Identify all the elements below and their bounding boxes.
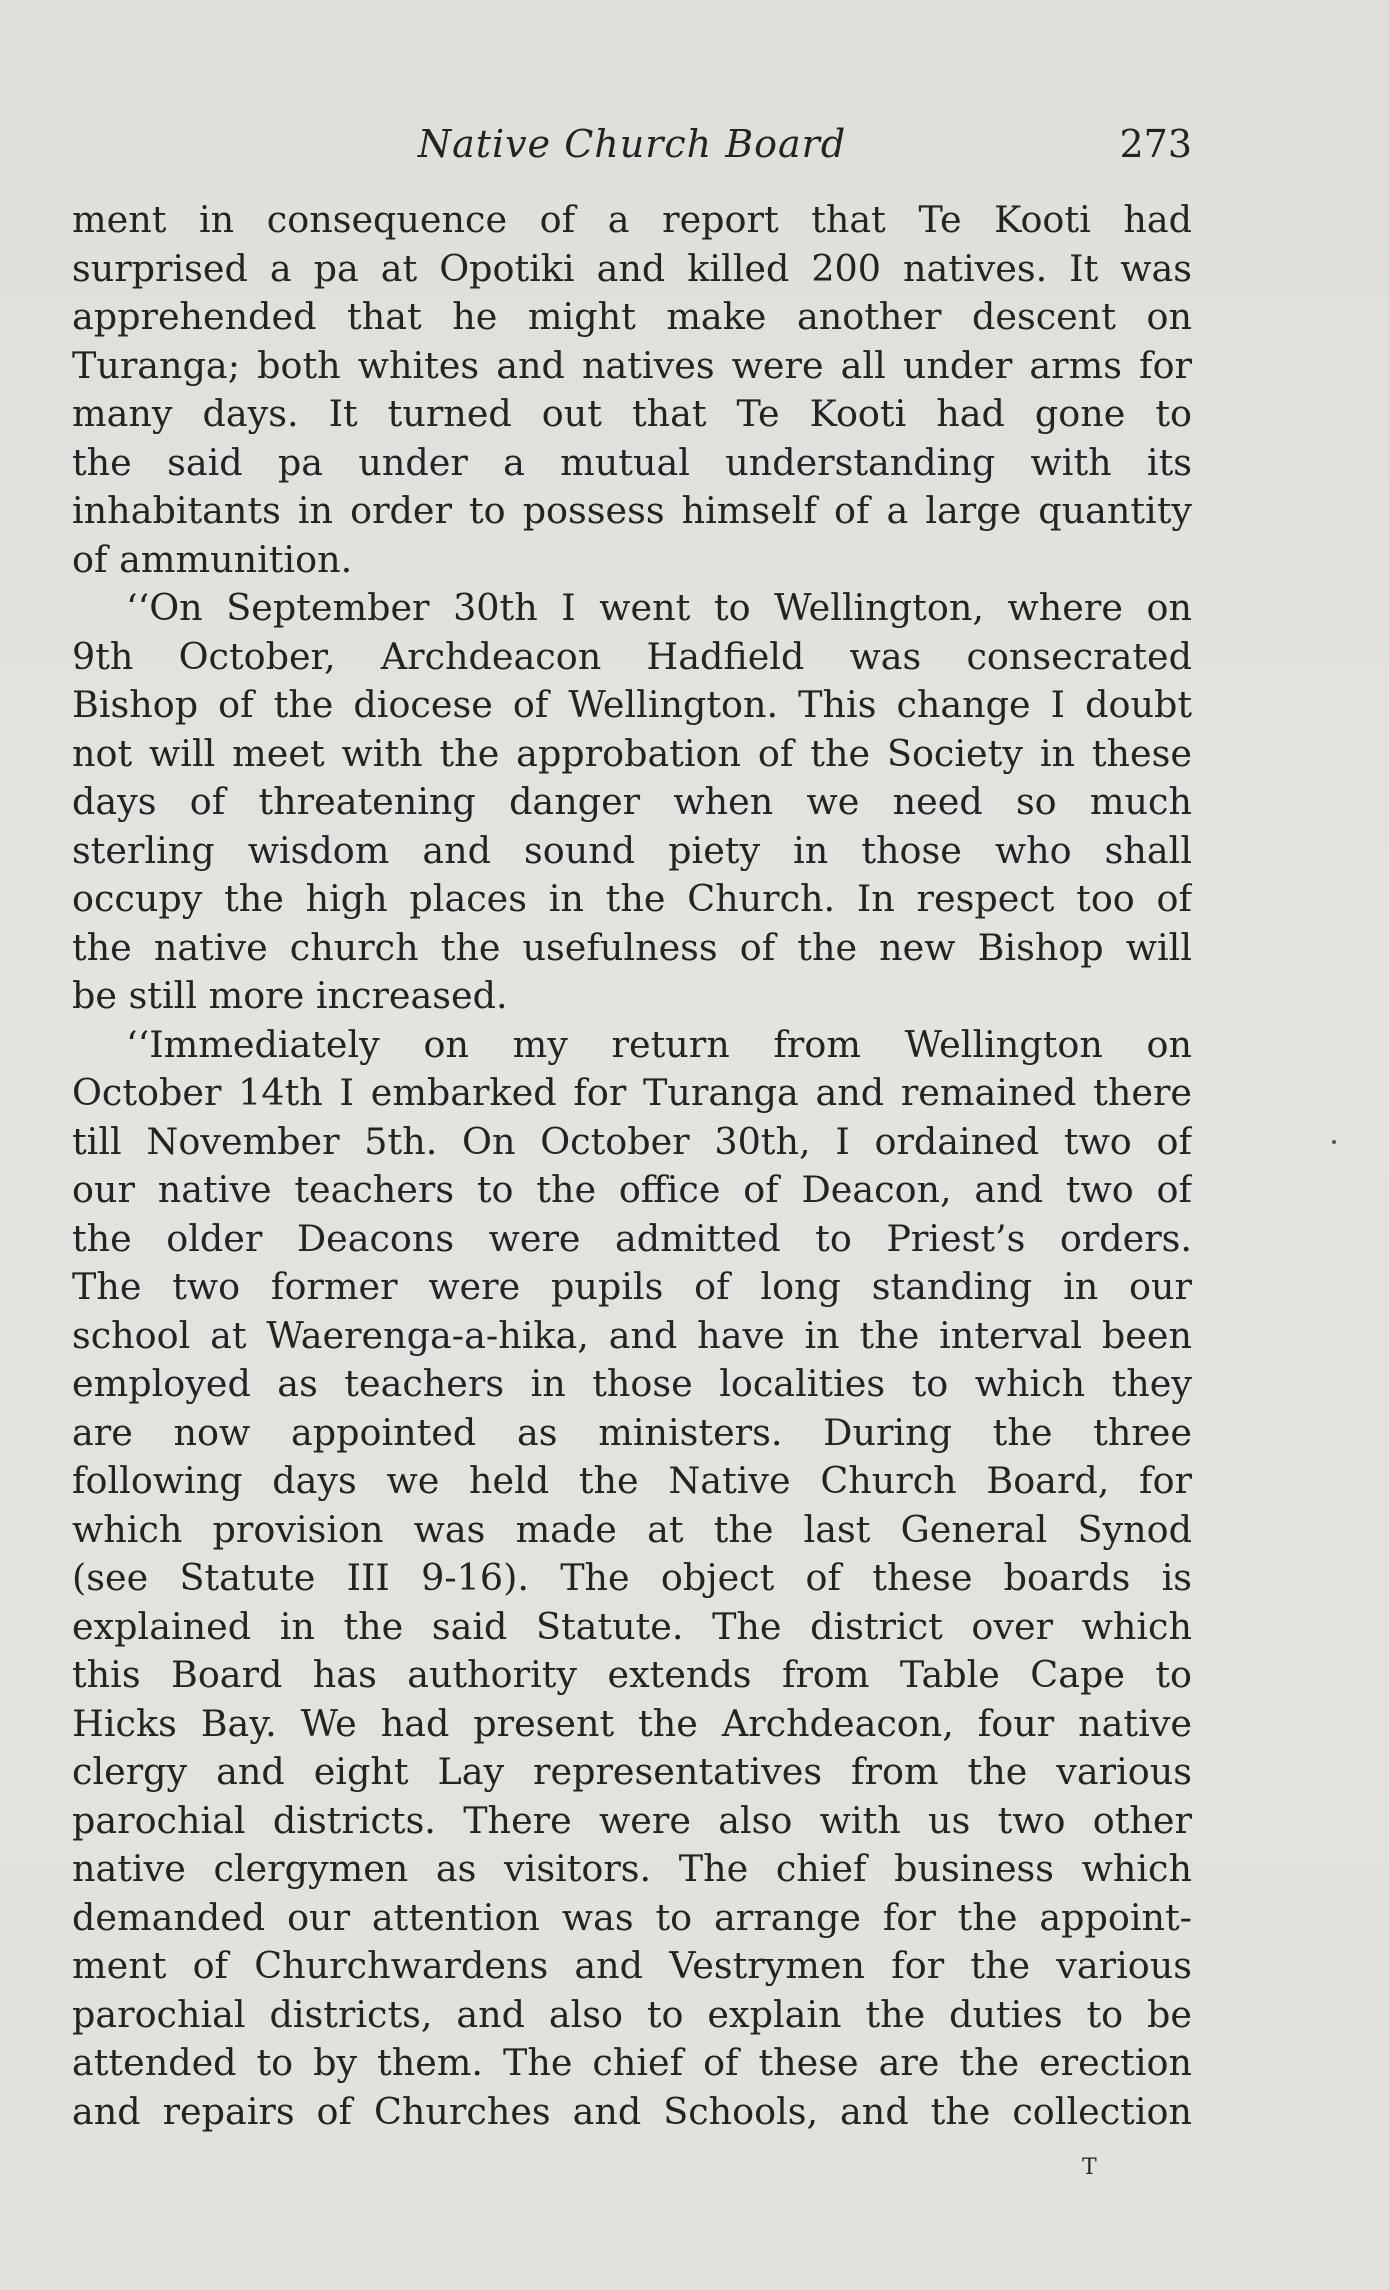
text-line: which provision was made at the last General Synod: [72, 1507, 1192, 1551]
text-line: the said pa under a mutual understanding with its: [72, 440, 1192, 484]
text-line: clergy and eight Lay representatives from the various: [72, 1750, 1192, 1793]
text-line: school at Waerenga-a-hika, and have in the interval been: [72, 1313, 1192, 1357]
text-line: (see Statute III 9-16). The object of these boards is: [72, 1556, 1192, 1599]
running-title: Native Church Board: [417, 122, 847, 166]
text-line: this Board has authority extends from Table Cape to: [72, 1653, 1192, 1696]
text-line: of ammunition.: [72, 537, 353, 581]
text-line: ‘‘On September 30th I went to Wellington, where on: [126, 586, 1192, 629]
text-line: Bishop of the diocese of Wellington. This change I doubt: [72, 683, 1192, 726]
text-line: occupy the high places in the Church. In respect too of: [72, 877, 1192, 920]
text-line: and repairs of Churches and Schools, and the collection: [72, 2089, 1192, 2133]
text-line: native clergymen as visitors. The chief business which: [72, 1847, 1192, 1890]
text-line: Hicks Bay. We had present the Archdeacon, four native: [72, 1701, 1192, 1745]
paper-speck: [1332, 1140, 1336, 1144]
text-line: are now appointed as ministers. During the three: [72, 1410, 1192, 1454]
text-line: sterling wisdom and sound piety in those who shall: [72, 828, 1192, 872]
text-line: Turanga; both whites and natives were all under arms for: [72, 343, 1192, 387]
text-line: ment of Churchwardens and Vestrymen for the various: [72, 1944, 1192, 1987]
text-line: ment in consequence of a report that Te Kooti had: [72, 198, 1192, 241]
text-line: following days we held the Native Church Board, for: [72, 1459, 1192, 1502]
signature-mark: T: [1082, 2155, 1098, 2180]
text-line: demanded our attention was to arrange for the appoint-: [72, 1895, 1192, 1939]
text-line: till November 5th. On October 30th, I ordained two of: [72, 1119, 1192, 1163]
text-line: The two former were pupils of long standing in our: [72, 1265, 1192, 1308]
text-line: the native church the usefulness of the new Bishop will: [72, 925, 1192, 969]
text-line: parochial districts, and also to explain the duties to be: [72, 1992, 1192, 2036]
text-line: not will meet with the approbation of the Society in these: [72, 731, 1192, 775]
text-line: be still more increased.: [72, 974, 508, 1017]
text-line: surprised a pa at Opotiki and killed 200 natives. It was: [72, 246, 1192, 290]
text-line: many days. It turned out that Te Kooti had gone to: [72, 392, 1192, 435]
text-line: employed as teachers in those localities to which they: [72, 1362, 1192, 1405]
page-header: [72, 116, 1192, 172]
text-line: apprehended that he might make another descent on: [72, 295, 1192, 338]
text-line: our native teachers to the office of Deacon, and two of: [72, 1168, 1192, 1211]
text-line: ‘‘Immediately on my return from Wellington on: [126, 1022, 1192, 1066]
text-line: October 14th I embarked for Turanga and remained there: [72, 1071, 1192, 1114]
text-line: attended to by them. The chief of these are the erection: [72, 2041, 1192, 2084]
text-line: parochial districts. There were also with us two other: [72, 1798, 1192, 1842]
text-line: 9th October, Archdeacon Hadfield was consecrated: [72, 634, 1192, 678]
text-line: days of threatening danger when we need so much: [72, 780, 1192, 823]
text-line: explained in the said Statute. The district over which: [72, 1604, 1192, 1648]
page-number: 273: [1119, 122, 1192, 166]
text-line: inhabitants in order to possess himself of a large quantity: [72, 489, 1192, 532]
body-text: [72, 196, 1192, 2136]
text-line: the older Deacons were admitted to Priest’s orders.: [72, 1216, 1192, 1260]
